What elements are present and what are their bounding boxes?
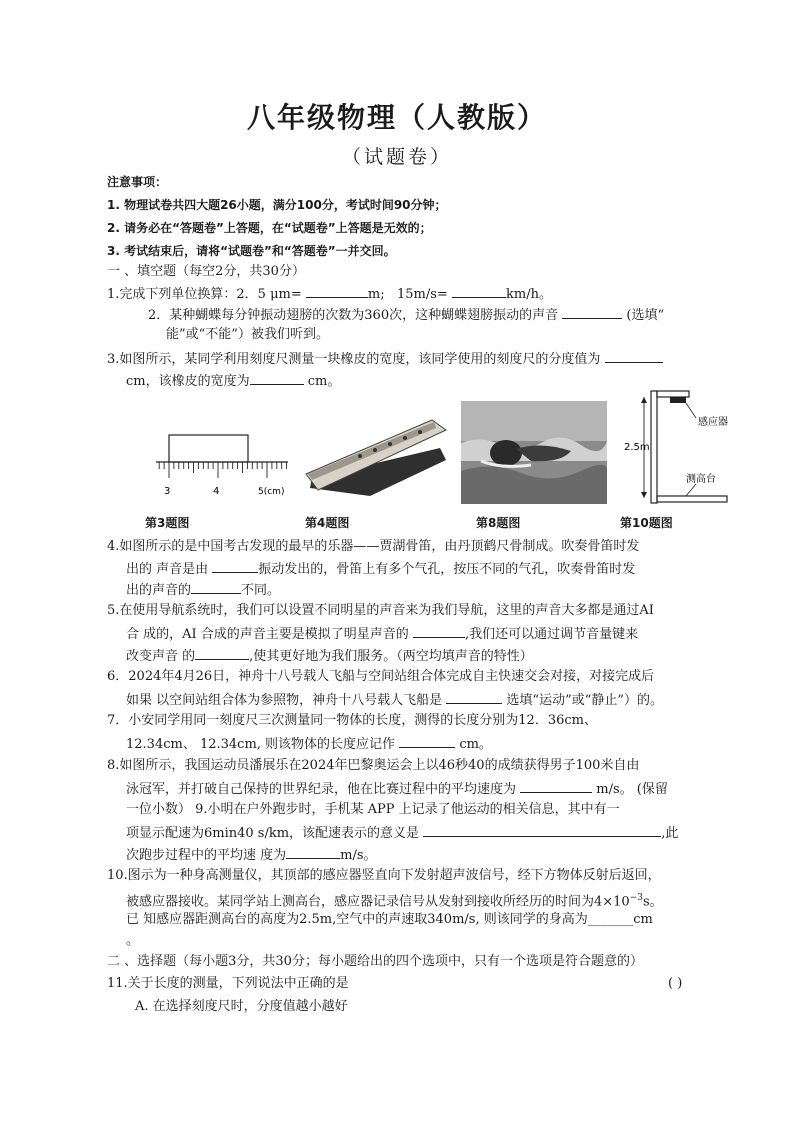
platform-label: 测高台 bbox=[686, 474, 716, 485]
answer-blank[interactable] bbox=[446, 689, 502, 704]
answer-blank[interactable] bbox=[520, 778, 592, 793]
ruler-figure bbox=[150, 432, 292, 500]
notice-item: 1. 物理试卷共四大题26小题，满分100分，考试时间90分钟； bbox=[107, 198, 447, 212]
question-3-cont: cm，该橡皮的宽度为 cm。 bbox=[126, 370, 340, 392]
page-title: 八年级物理（人教版） bbox=[246, 101, 547, 134]
swimmer-head bbox=[490, 440, 522, 466]
notice-item: 2. 请务必在“答题卷”上答题，在“试题卷”上答题是无效的； bbox=[107, 221, 432, 235]
question-10-cont: 被感应器接收。某同学站上测高台，感应器记录信号从发射到接收所经历的时间为$4\times 10^{-3}s$。 bbox=[126, 893, 663, 910]
answer-blank[interactable] bbox=[191, 579, 241, 594]
tick-label: 4 bbox=[213, 486, 220, 497]
figure-caption: 第3题图 bbox=[145, 516, 190, 530]
question-9-cont: 次跑步过程中的平均速 度为 m/s。 bbox=[126, 844, 377, 866]
question-5-cont: 合 成的，AI 合成的声音主要是模拟了明星声音的 ,我们还可以通过调节音量键来 bbox=[126, 623, 638, 645]
tick-label: 5(cm) bbox=[258, 487, 285, 497]
figure-caption: 第10题图 bbox=[620, 516, 673, 530]
question-7-cont: 12.34cm、 12.34cm, 则该物体的长度应记作 cm。 bbox=[126, 733, 492, 755]
answer-blank[interactable] bbox=[562, 304, 622, 319]
answer-bracket[interactable]: ( ) bbox=[668, 976, 683, 991]
height-label: 2.5m bbox=[624, 442, 650, 453]
question-5: 5.在使用导航系统时，我们可以设置不同明星的声音来为我们导航，这里的声音大多都是通过AI bbox=[107, 603, 654, 618]
question-8: 8.如图所示，我国运动员潘展乐在2024年巴黎奥运会上以46秒40的成绩获得男子100米自由 bbox=[107, 758, 640, 773]
notice-item: 3. 考试结束后，请将“试题卷”和“答题卷”一并交回。 bbox=[107, 244, 396, 258]
option-a: A. 在选择刻度尺时，分度值越小越好 bbox=[135, 999, 348, 1014]
answer-blank[interactable] bbox=[195, 645, 249, 660]
bone-flute-image bbox=[300, 408, 450, 500]
tick-label: 3 bbox=[164, 486, 171, 497]
question-3: 3.如图所示，某同学利用刻度尺测量一块橡皮的宽度，该同学使用的刻度尺的分度值为 bbox=[107, 348, 663, 370]
answer-blank[interactable] bbox=[399, 733, 455, 748]
answer-blank[interactable] bbox=[413, 623, 465, 638]
question-4-cont: 出的 声音是由 振动发出的，骨笛上有多个气孔，按压不同的气孔，吹奏骨笛时发 bbox=[126, 558, 635, 580]
section-heading: 一 、填空题（每空2分，共30分） bbox=[107, 264, 305, 279]
answer-blank[interactable] bbox=[306, 283, 368, 298]
question-11: 11.关于长度的测量，下列说法中正确的是 bbox=[107, 976, 349, 991]
sensor-label: 感应器 bbox=[698, 417, 728, 428]
height-meter-figure bbox=[624, 388, 734, 506]
answer-blank[interactable] bbox=[212, 558, 258, 573]
question-5-cont: 改变声音 的 ,使其更好地为我们服务。（两空均填声音的特性） bbox=[126, 645, 533, 667]
question-1: 1.完成下列单位换算：2．5 μm= m; 15m/s= km/h。 bbox=[107, 283, 552, 305]
question-10: 10.图示为一种身高测量仪，其顶部的感应器竖直向下发射超声波信号，经下方物体反射后返回， bbox=[107, 868, 661, 883]
figure-caption: 第8题图 bbox=[476, 516, 521, 530]
question-6-cont: 如果 以空间站组合体为参照物，神舟十八号载人飞船是 选填“运动”或“静止”）的。 bbox=[126, 689, 663, 711]
answer-blank[interactable] bbox=[452, 283, 506, 298]
answer-blank[interactable] bbox=[286, 844, 340, 859]
answer-blank[interactable] bbox=[423, 822, 661, 837]
question-2-cont: 能”或“不能”）被我们听到。 bbox=[166, 327, 329, 342]
meter-pole bbox=[651, 391, 657, 503]
figure-caption: 第4题图 bbox=[305, 516, 350, 530]
question-8-cont: 泳冠军，并打破自己保持的世界纪录，他在比赛过程中的平均速度为 m/s。 (保留 bbox=[126, 778, 668, 800]
answer-blank[interactable] bbox=[250, 370, 304, 385]
question-2: 2．某种蝴蝶每分钟振动翅膀的次数为360次，这种蝴蝶翅膀振动的声音 (选填“ bbox=[148, 304, 664, 326]
answer-blank[interactable] bbox=[605, 348, 663, 363]
platform bbox=[657, 496, 727, 502]
sensor-box bbox=[670, 397, 686, 403]
question-4-cont: 出的声音的 不同。 bbox=[126, 579, 280, 601]
question-6: 6．2024年4月26日，神舟十八号载人飞船与空间站组合体完成自主快速交会对接，对接完成后 bbox=[107, 669, 655, 684]
swimmer-photo bbox=[461, 401, 607, 504]
question-10-cont: 。 bbox=[126, 933, 140, 948]
question-4: 4.如图所示的是中国考古发现的最早的乐器——贾湖骨笛，由丹顶鹤尺骨制成。吹奏骨笛时发 bbox=[107, 539, 640, 554]
eraser bbox=[169, 435, 248, 462]
question-10-cont: 已 知感应器距测高台的高度为2.5m,空气中的声速取340m/s, 则该同学的身高为_______cm bbox=[126, 912, 653, 927]
question-9: 一位小数） 9.小明在户外跑步时，手机某 APP 上记录了他运动的相关信息，其中有一 bbox=[126, 802, 620, 817]
page-subtitle: （试题卷） bbox=[341, 146, 452, 168]
section-heading: 二 、选择题（每小题3分，共30分；每小题给出的四个选项中，只有一个选项是符合题意的） bbox=[107, 954, 643, 969]
meter-arm bbox=[657, 391, 689, 397]
question-9-cont: 项显示配速为6min40 s/km，该配速表示的意义是 ,此 bbox=[126, 822, 678, 844]
ruler-ticks bbox=[159, 462, 286, 478]
question-7: 7．小安同学用同一刻度尺三次测量同一物体的长度，测得的长度分别为12．36cm、 bbox=[107, 713, 597, 728]
notice-heading: 注意事项： bbox=[107, 175, 168, 189]
